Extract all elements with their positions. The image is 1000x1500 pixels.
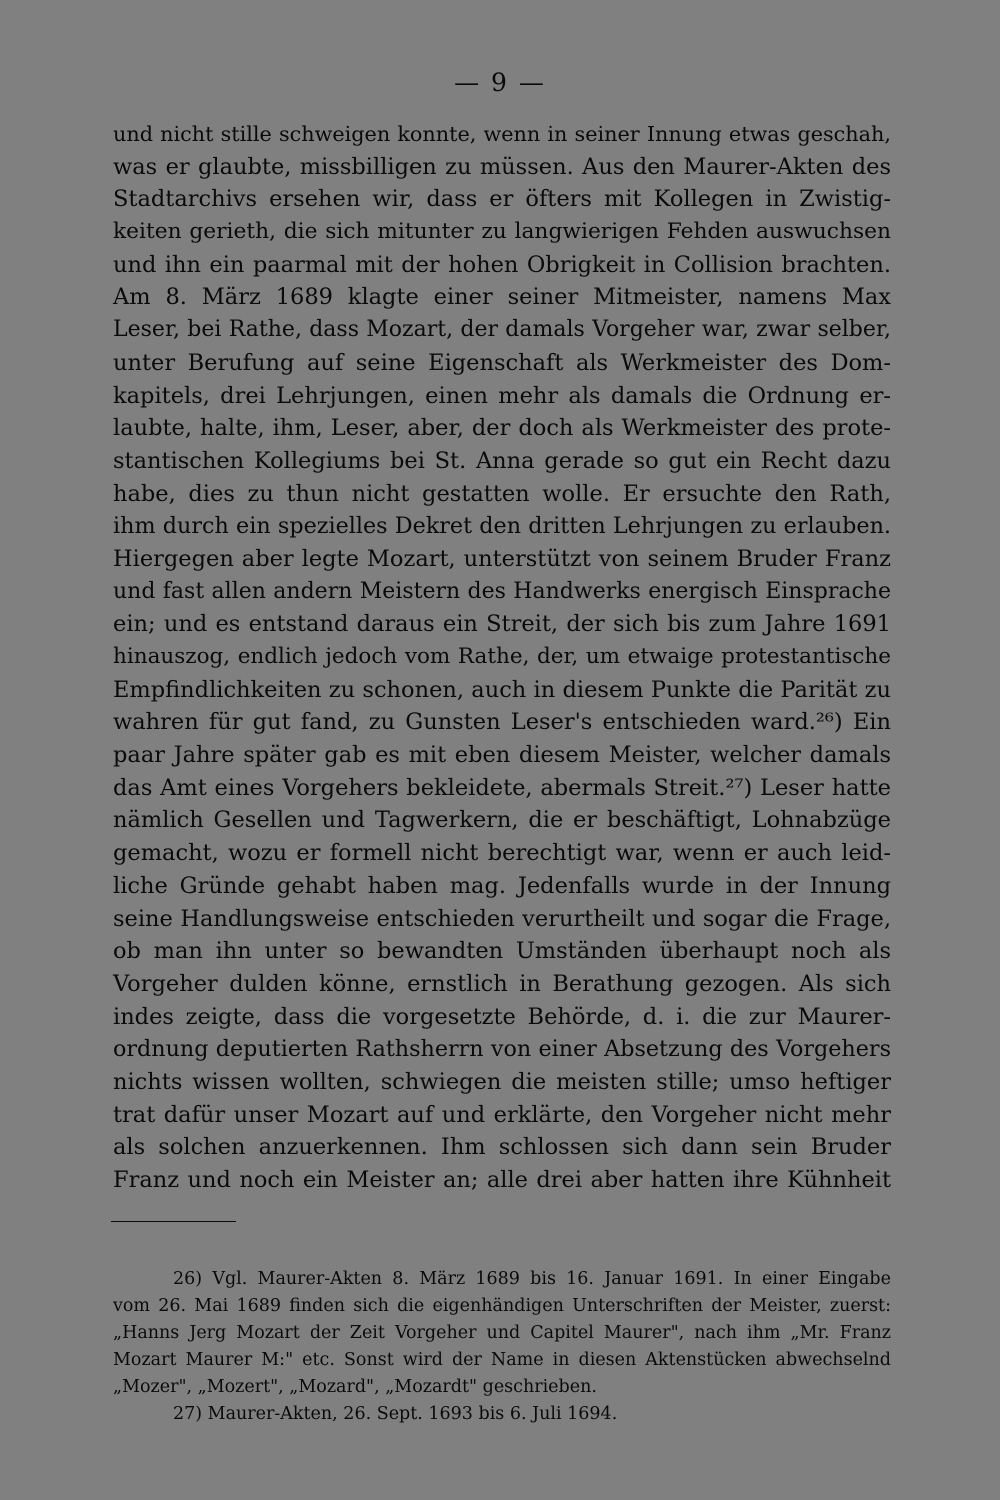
body-line: nichts wissen wollten, schwiegen die meisten stille; umso heftiger	[113, 1068, 891, 1095]
body-line: paar Jahre später gab es mit eben diesem Meister, welcher damals	[113, 742, 891, 769]
footnotes	[113, 1266, 891, 1428]
footnote-line: 27) Maurer-Akten, 26. Sept. 1693 bis 6. Juli 1694.	[173, 1404, 618, 1424]
body-line: das Amt eines Vorgehers bekleidete, abermals Streit.²⁷) Leser hatte	[113, 774, 891, 801]
body-line: Leser, bei Rathe, dass Mozart, der damals Vorgeher war, zwar selber,	[113, 317, 891, 343]
body-line: ordnung deputierten Rathsherrn von einer Absetzung des Vorgehers	[113, 1036, 891, 1063]
body-line: indes zeigte, dass die vorgesetzte Behörde, d. i. die zur Maurer-	[113, 1003, 891, 1030]
footnote-line: „Hanns Jerg Mozart der Zeit Vorgeher und Capitel Maurer", nach ihm „Mr. Franz	[113, 1323, 891, 1343]
body-line: Stadtarchivs ersehen wir, dass er öfters mit Kollegen in Zwistig-	[113, 186, 891, 213]
body-line: und fast allen andern Meistern des Handwerks energisch Einsprache	[113, 578, 891, 604]
body-line: Hiergegen aber legte Mozart, unterstützt von seinem Bruder Franz	[113, 545, 891, 572]
body-line: hinauszog, endlich jedoch vom Rathe, der, um etwaige protestantische	[113, 644, 891, 669]
body-line: und ihn ein paarmal mit der hohen Obrigkeit in Collision brachten.	[113, 251, 891, 278]
body-line: unter Berufung auf seine Eigenschaft als Werkmeister des Dom-	[113, 349, 891, 376]
body-line: Vorgeher dulden könne, ernstlich in Berathung gezogen. Als sich	[113, 970, 891, 997]
body-line: seine Handlungsweise entschieden verurtheilt und sogar die Frage,	[113, 905, 891, 932]
body-line: keiten gerieth, die sich mitunter zu langwierigen Fehden auswuchsen	[113, 219, 891, 245]
body-text	[113, 118, 891, 1197]
body-line: nämlich Gesellen und Tagwerkern, die er beschäftigt, Lohnabzüge	[113, 807, 891, 834]
footnote-line: „Mozer", „Mozert", „Mozard", „Mozardt" geschrieben.	[113, 1377, 597, 1397]
body-line: gemacht, wozu er formell nicht berechtigt war, wenn er auch leid-	[113, 840, 891, 867]
body-line: stantischen Kollegiums bei St. Anna gerade so gut ein Recht dazu	[113, 447, 891, 474]
body-line: wahren für gut fand, zu Gunsten Leser's entschieden ward.²⁶) Ein	[113, 709, 891, 736]
body-line: trat dafür unser Mozart auf und erklärte, den Vorgeher nicht mehr	[113, 1101, 891, 1128]
body-line: habe, dies zu thun nicht gestatten wolle. Er ersuchte den Rath,	[113, 480, 891, 507]
page-number: — 9 —	[454, 68, 546, 97]
body-line: laubte, halte, ihm, Leser, aber, der doch als Werkmeister des prote-	[113, 415, 891, 442]
body-line: liche Gründe gehabt haben mag. Jedenfalls wurde in der Innung	[113, 872, 891, 899]
footnote-line: Mozart Maurer M:" etc. Sonst wird der Name in diesen Aktenstücken abwechselnd	[113, 1350, 891, 1370]
footnote-line: vom 26. Mai 1689 finden sich die eigenhändigen Unterschriften der Meister, zuerst:	[113, 1296, 891, 1316]
body-line: Franz und noch ein Meister an; alle drei aber hatten ihre Kühnheit	[113, 1167, 891, 1193]
body-line: ein; und es entstand daraus ein Streit, der sich bis zum Jahre 1691	[113, 611, 891, 638]
body-line: ihm durch ein spezielles Dekret den dritten Lehrjungen zu erlauben.	[113, 513, 891, 540]
body-line: kapitels, drei Lehrjungen, einen mehr als damals die Ordnung er-	[113, 382, 891, 409]
footnote-line: 26) Vgl. Maurer-Akten 8. März 1689 bis 16. Januar 1691. In einer Eingabe	[173, 1269, 891, 1289]
footnote-divider	[111, 1221, 236, 1222]
body-line: was er glaubte, missbilligen zu müssen. Aus den Maurer-Akten des	[113, 153, 891, 180]
body-line: als solchen anzuerkennen. Ihm schlossen sich dann sein Bruder	[113, 1134, 891, 1161]
body-line: und nicht stille schweigen konnte, wenn in seiner Innung etwas geschah,	[113, 122, 891, 146]
body-line: Empfindlichkeiten zu schonen, auch in diesem Punkte die Parität zu	[113, 676, 891, 703]
body-line: Am 8. März 1689 klagte einer seiner Mitmeister, namens Max	[113, 284, 891, 311]
body-line: ob man ihn unter so bewandten Umständen überhaupt noch als	[113, 938, 891, 965]
